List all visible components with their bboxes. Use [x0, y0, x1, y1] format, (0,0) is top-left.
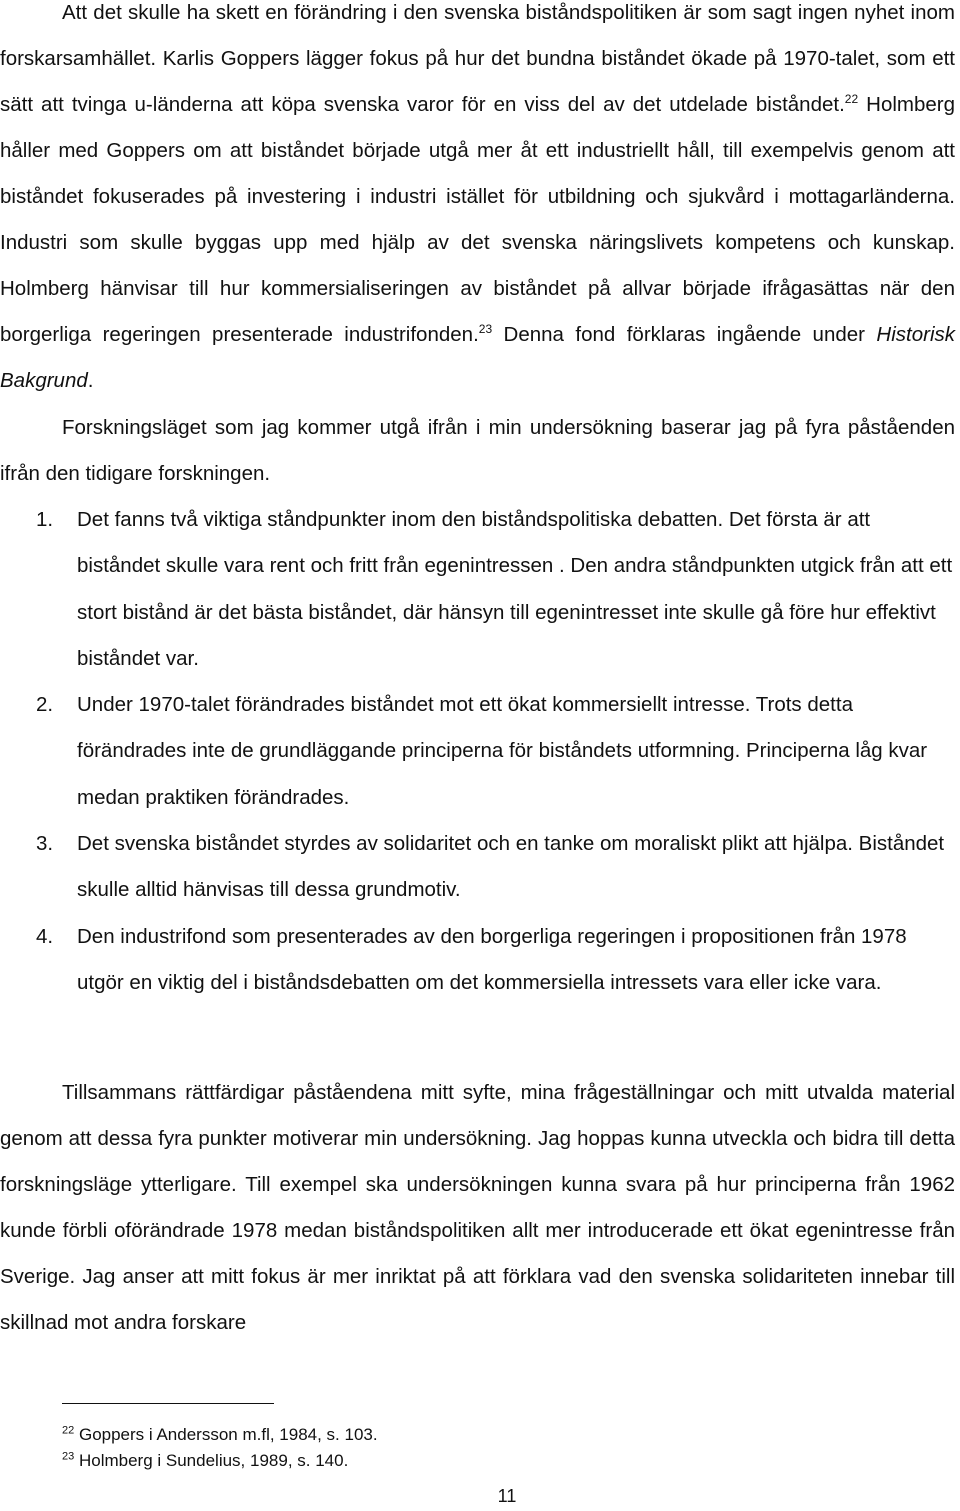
footnote	[62, 1448, 942, 1474]
list-number: 3.	[36, 832, 54, 856]
footnote-ref[interactable]: 22	[844, 92, 859, 107]
paragraph-conclusion	[0, 1070, 955, 1346]
list-item-text: Det fanns två viktiga ståndpunkter inom den biståndspolitiska debatten. Det första är att biståndet skulle vara rent och fritt från egenintressen . Den andra ståndpunkten utgick från att ett stort bistånd är det bästa biståndet, där hänsyn till egenintresset inte skulle gå före hur effektivt biståndet var.	[77, 508, 953, 670]
list-item-text: Under 1970-talet förändrades biståndet mot ett ökat kommersiellt intresse. Trots detta förändrades inte de grundläggande principerna för biståndets utformning. Principerna låg kvar medan praktiken förändrades.	[77, 693, 928, 809]
paragraph-research-context	[0, 0, 955, 404]
footnote-text: Goppers i Andersson m.fl, 1984, s. 103.	[74, 1425, 378, 1444]
list-number: 4.	[36, 924, 54, 948]
list-number: 1.	[36, 508, 54, 531]
paragraph-text: Att det skulle ha skett en förändring i den svenska biståndspolitiken är som sagt ingen nyhet inom forskarsamhället. Karlis Goppers lägger fokus på hur det bundna biståndet ökade på 1970-talet, som ett sätt att tvinga u-länderna att köpa svenska varor för en viss del av det utdelade biståndet.	[0, 1, 955, 116]
paragraph-text: Holmberg håller med Goppers om att biståndet började utgå mer åt ett industriellt håll, till exempelvis genom att biståndet fokuserades på investering i industri istället för utbildning och sjukvård i mottagarländerna. Industri som skulle byggas upp med hjälp av det svenska näringslivets kompetens och kunskap. Holmberg hänvisar till hur kommersialiseringen av biståndet på allvar började ifrågasättas när den borgerliga regeringen presenterade industrifonden.	[0, 93, 956, 346]
list-item	[0, 497, 955, 682]
footnote-text: Holmberg i Sundelius, 1989, s. 140.	[74, 1451, 349, 1470]
footnote-number: 22	[62, 1424, 75, 1437]
footnote	[62, 1422, 942, 1448]
footnote-ref[interactable]: 23	[478, 322, 493, 337]
page-number: 11	[497, 1486, 517, 1506]
list-number: 2.	[36, 693, 54, 717]
paragraph-text: Forskningsläget som jag kommer utgå ifrån i min undersökning baserar jag på fyra påståenden ifrån den tidigare forskningen.	[0, 416, 955, 485]
paragraph-text: .	[87, 369, 94, 392]
paragraph-text: Denna fond förklaras ingående under	[492, 323, 877, 346]
footnote-separator	[62, 1403, 274, 1404]
claims-list	[0, 497, 955, 1006]
list-item	[0, 682, 955, 821]
list-item-text: Den industrifond som presenterades av den borgerliga regeringen i propositionen från 1978 utgör en viktig del i biståndsdebatten om det kommersiella intressets vara eller icke vara.	[77, 924, 907, 994]
list-item	[0, 821, 955, 914]
footnotes	[62, 1422, 942, 1474]
footnote-number: 23	[62, 1450, 75, 1463]
list-item-text: Det svenska biståndet styrdes av solidaritet och en tanke om moraliskt plikt att hjälpa. Biståndet skulle alltid hänvisas till dessa grundmotiv.	[77, 832, 945, 902]
emphasized-section-name: Historisk Bakgrund	[0, 323, 955, 392]
paragraph-text: Tillsammans rättfärdigar påståendena mitt syfte, mina frågeställningar och mitt utvalda material genom att dessa fyra punkter motiverar min undersökning. Jag hoppas kunna utveckla och bidra till detta forskningsläge ytterligare. Till exempel ska undersökningen kunna svara på hur principerna från 1962 kunde förbli oförändrade 1978 medan biståndspolitiken allt mer introducerade ett ökat egenintresse från Sverige. Jag anser att mitt fokus är mer inriktat på att förklara vad den svenska solidariteten innebar till skillnad mot andra forskare	[0, 1081, 955, 1334]
paragraph-research-basis	[0, 405, 955, 497]
list-item	[0, 914, 955, 1007]
